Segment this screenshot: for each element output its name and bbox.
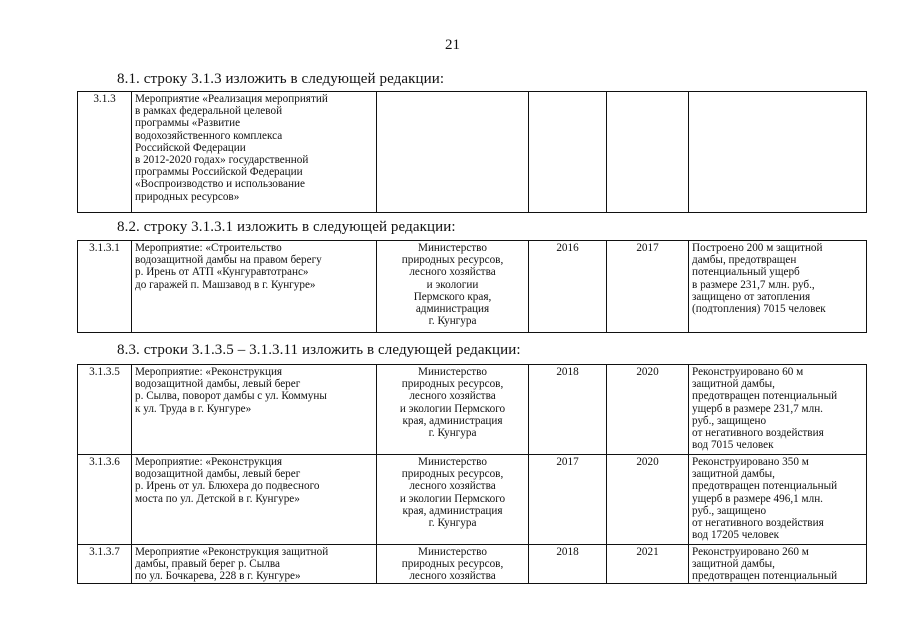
row-start-year: 2018 [529,365,607,455]
row-end-year: 2017 [607,241,689,333]
table-row [78,92,867,213]
table-row [78,365,867,455]
row-event: Мероприятие «Реализация мероприятий в рамках федеральной целевой программы «Развитие водохозяйственного комплекса Российской Федерации в 2012-2020 годах» государственной программы Российской Федерации «Воспроизводство и использование природных ресурсов» [132,92,377,213]
row-event: Мероприятие: «Строительство водозащитной дамбы на правом берегу р. Ирень от АТП «Кунгуравтотранс» до гаражей п. Машзавод в г. Кунгуре» [132,241,377,333]
row-result [689,92,867,213]
row-code: 3.1.3.6 [78,455,132,545]
amendment-table [77,240,867,333]
amendment-table [77,91,867,213]
row-executor: Министерство природных ресурсов, лесного хозяйства [377,545,529,584]
row-event: Мероприятие «Реконструкция защитной дамбы, правый берег р. Сылва по ул. Бочкарева, 228 в г. Кунгуре» [132,545,377,584]
row-start-year [529,92,607,213]
row-start-year: 2016 [529,241,607,333]
row-executor: Министерство природных ресурсов, лесного хозяйства и экологии Пермского края, администрация г. Кунгура [377,241,529,333]
row-executor: Министерство природных ресурсов, лесного хозяйства и экологии Пермского края, администрация г. Кунгура [377,455,529,545]
row-result: Реконструировано 350 м защитной дамбы, предотвращен потенциальный ущерб в размере 496,1 млн. руб., защищено от негативного воздействия вод 17205 человек [689,455,867,545]
row-code: 3.1.3.7 [78,545,132,584]
row-event: Мероприятие: «Реконструкция водозащитной дамбы, левый берег р. Сылва, поворот дамбы с ул. Коммуны к ул. Труда в г. Кунгуре» [132,365,377,455]
row-end-year: 2020 [607,455,689,545]
row-result: Реконструировано 60 м защитной дамбы, предотвращен потенциальный ущерб в размере 231,7 млн. руб., защищено от негативного воздействия вод 7015 человек [689,365,867,455]
table-row [78,455,867,545]
row-event: Мероприятие: «Реконструкция водозащитной дамбы, левый берег р. Ирень от ул. Блюхера до подвесного моста по ул. Детской в г. Кунгуре» [132,455,377,545]
table-row [78,545,867,584]
row-end-year: 2020 [607,365,689,455]
amendment-table [77,364,867,584]
row-code: 3.1.3 [78,92,132,213]
row-end-year [607,92,689,213]
row-executor: Министерство природных ресурсов, лесного хозяйства и экологии Пермского края, администрация г. Кунгура [377,365,529,455]
row-start-year: 2018 [529,545,607,584]
section-heading: 8.1. строку 3.1.3 изложить в следующей редакции: [117,71,445,87]
row-result: Реконструировано 260 м защитной дамбы, предотвращен потенциальный [689,545,867,584]
section-heading: 8.3. строки 3.1.3.5 – 3.1.3.11 изложить в следующей редакции: [117,342,521,358]
row-executor [377,92,529,213]
row-code: 3.1.3.5 [78,365,132,455]
table-row [78,241,867,333]
page-number: 21 [445,37,460,53]
row-start-year: 2017 [529,455,607,545]
section-heading: 8.2. строку 3.1.3.1 изложить в следующей редакции: [117,219,456,235]
row-result: Построено 200 м защитной дамбы, предотвращен потенциальный ущерб в размере 231,7 млн. руб., защищено от затопления (подтопления) 7015 человек [689,241,867,333]
row-end-year: 2021 [607,545,689,584]
row-code: 3.1.3.1 [78,241,132,333]
